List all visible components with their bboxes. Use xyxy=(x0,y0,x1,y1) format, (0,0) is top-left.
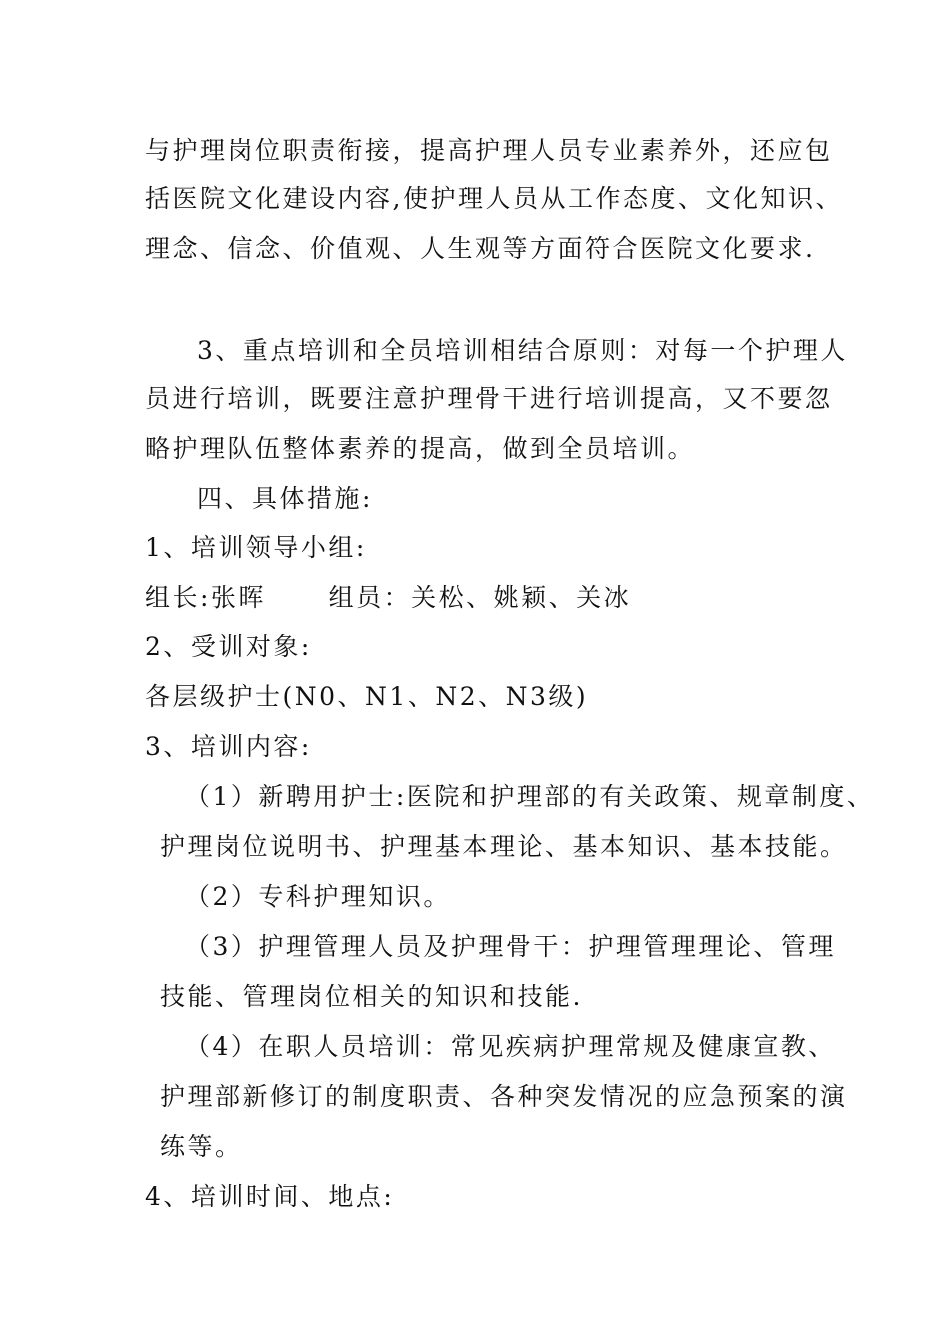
list-item-continuation: 技能、管理岗位相关的知识和技能. xyxy=(160,982,583,1011)
paragraph-line: 与护理岗位职责衔接，提高护理人员专业素养外，还应包 xyxy=(145,136,833,165)
subsection-heading: 4、培训时间、地点: xyxy=(145,1182,395,1211)
subsection-heading: 1、培训领导小组: xyxy=(145,533,367,562)
list-item-continuation: 护理部新修订的制度职责、各种突发情况的应急预案的演 xyxy=(160,1082,848,1111)
list-item: （3）护理管理人员及护理骨干：护理管理理论、管理 xyxy=(185,932,836,961)
list-item-continuation: 护理岗位说明书、护理基本理论、基本知识、基本技能。 xyxy=(160,832,848,861)
list-item: （1）新聘用护士:医院和护理部的有关政策、规章制度、 xyxy=(185,782,875,811)
paragraph-line: 组长:张晖 组员：关松、姚颖、关冰 xyxy=(145,583,632,612)
list-item-continuation: 练等。 xyxy=(160,1132,243,1161)
list-item: （4）在职人员培训：常见疾病护理常规及健康宣教、 xyxy=(185,1032,836,1061)
paragraph-line: 3、重点培训和全员培训相结合原则：对每一个护理人 xyxy=(197,336,848,365)
subsection-heading: 3、培训内容: xyxy=(145,732,312,761)
paragraph-line: 员进行培训，既要注意护理骨干进行培训提高，又不要忽 xyxy=(145,384,833,413)
list-item: （2）专科护理知识。 xyxy=(185,882,451,911)
paragraph-line: 理念、信念、价值观、人生观等方面符合医院文化要求. xyxy=(145,234,816,263)
section-heading: 四、具体措施: xyxy=(197,484,373,513)
paragraph-line: 各层级护士(N0、N1、N2、N3级) xyxy=(145,682,589,711)
paragraph-line: 括医院文化建设内容,使护理人员从工作态度、文化知识、 xyxy=(145,184,843,213)
subsection-heading: 2、受训对象: xyxy=(145,632,312,661)
paragraph-line: 略护理队伍整体素养的提高，做到全员培训。 xyxy=(145,434,696,463)
